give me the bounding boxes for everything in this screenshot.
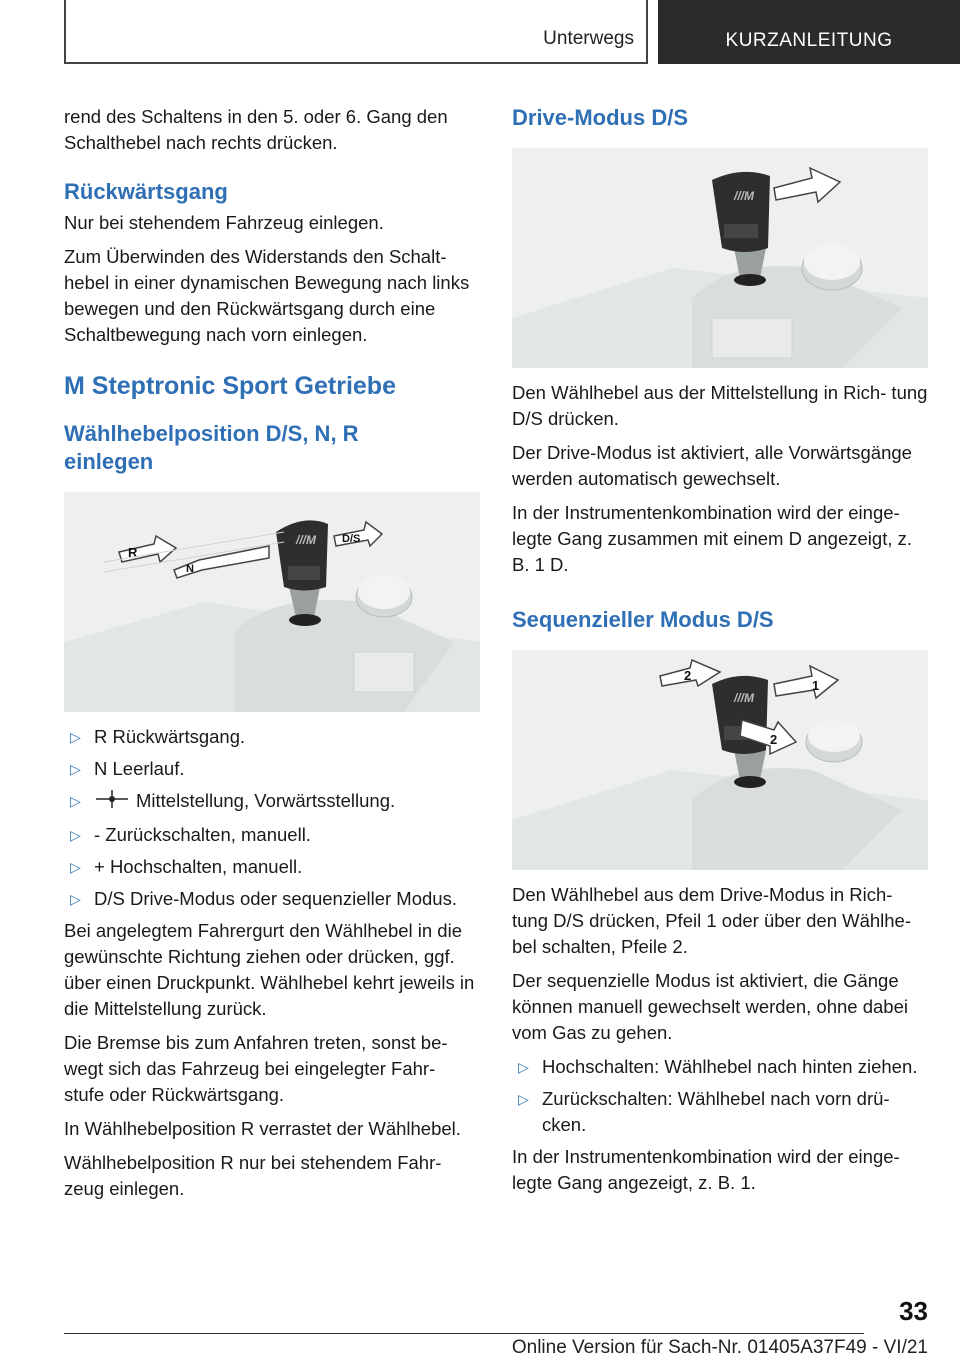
fig1-label-n: N <box>186 563 194 575</box>
paragraph-gear-usage: Bei angelegtem Fahrergurt den Wählhebel in die gewünschte Richtung ziehen oder drücken, ggf. über einen Druckpunkt. Wählhebel kehrt jeweils in die Mittelstellung zurück. <box>64 919 475 1019</box>
triangle-right-icon: ▷ <box>518 1091 529 1107</box>
figure-gear-selector-positions <box>64 492 480 712</box>
triangle-right-icon: ▷ <box>70 890 81 907</box>
fig1-label-r: R <box>128 545 138 560</box>
fig3-label-two-top: 2 <box>684 668 692 683</box>
triangle-right-icon: ▷ <box>70 858 81 875</box>
list-item: ▷ R Rückwärtsgang. <box>64 724 480 750</box>
sequential-paragraph-3: In der Instrumentenkombination wird der einge‑ legte Gang angezeigt, z. B. 1. <box>512 1146 900 1193</box>
triangle-right-icon: ▷ <box>70 729 81 745</box>
sequential-mode-illustration <box>512 650 928 870</box>
triangle-right-icon: ▷ <box>70 761 81 777</box>
list-item: ▷ Zurückschalten: Wählhebel nach vorn drü‑ cken. <box>518 1088 890 1135</box>
header-chapter-title: KURZANLEITUNG <box>725 30 893 51</box>
heading-steptronic: M Steptronic Sport Getriebe <box>64 372 396 400</box>
drive-paragraph-2: Der Drive‑Modus ist aktiviert, alle Vorwärtsgänge werden automatisch gewechselt. <box>512 442 912 489</box>
intro-paragraph: rend des Schaltens in den 5. oder 6. Gang den Schalthebel nach rechts drücken. <box>64 106 448 153</box>
gear-position-list <box>64 724 480 912</box>
left-column <box>64 104 480 1210</box>
svg-text:///M: ///M <box>734 189 754 203</box>
heading-position <box>64 420 480 476</box>
fig3-label-two-bottom: 2 <box>770 732 778 747</box>
svg-text:///M: ///M <box>734 691 754 705</box>
list-item: ▷ + Hochschalten, manuell. <box>64 854 480 880</box>
drive-paragraph-1: Den Wählhebel aus der Mittelstellung in Rich‑ tung D/S drücken. <box>512 382 928 429</box>
fig3-label-one: 1 <box>812 678 820 693</box>
sequential-paragraph-2: Der sequenzielle Modus ist aktiviert, die Gänge können manuell gewechselt werden, ohne dabei vom Gas zu gehen. <box>512 970 908 1043</box>
reverse-paragraph-2: Zum Überwinden des Widerstands den Schalt‑ hebel in einer dynamischen Bewegung nach links bewegen und den Rückwärtsgang durch eine Schaltbewegung nach vorn einlegen. <box>64 246 470 345</box>
gear-selector-illustration <box>64 492 480 712</box>
figure-drive-mode <box>512 148 928 368</box>
paragraph-r-lock: In Wählhebelposition R verrastet der Wählhebel. <box>64 1117 461 1139</box>
list-item: ▷ Hochschalten: Wählhebel nach hinten ziehen. <box>512 1054 928 1080</box>
heading-position-line2: einlegen <box>64 449 154 474</box>
paragraph-r-standstill: Wählhebelposition R nur bei stehendem Fahr‑ zeug einlegen. <box>64 1151 442 1199</box>
sequential-list <box>512 1054 928 1138</box>
drive-paragraph-3: In der Instrumentenkombination wird der einge‑ legte Gang zusammen mit einem D angezeigt, z. B. 1 D. <box>512 502 912 575</box>
sequential-paragraph-1: Den Wählhebel aus dem Drive‑Modus in Rich‑ tung D/S drücken, Pfeil 1 oder über den Wählhe‑ bel schalten, Pfeile 2. <box>512 884 912 957</box>
list-item: ▷ Mittelstellung, Vorwärtsstellung. <box>64 788 480 816</box>
list-item: ▷ N Leerlauf. <box>64 756 480 782</box>
footer-version-text: Online Version für Sach-Nr. 01405A37F49 - VI/21 <box>511 1337 928 1358</box>
triangle-right-icon: ▷ <box>518 1059 529 1075</box>
footer-divider <box>64 1333 864 1334</box>
gear-center-position-icon <box>94 789 130 816</box>
list-item: ▷ D/S Drive‑Modus oder sequenzieller Modus. <box>64 886 480 912</box>
header-section-box <box>64 0 648 64</box>
reverse-paragraph-1: Nur bei stehendem Fahrzeug einlegen. <box>64 212 384 233</box>
triangle-right-icon: ▷ <box>70 793 81 809</box>
page-number: 33 <box>899 1296 928 1326</box>
paragraph-brake: Die Bremse bis zum Anfahren treten, sonst be‑ wegt sich das Fahrzeug bei eingelegter Fahr‑ stufe oder Rückwärtsgang. <box>64 1031 448 1105</box>
svg-text:///M: ///M <box>296 533 316 547</box>
heading-reverse: Rückwärtsgang <box>64 179 228 204</box>
heading-position-line1: Wählhebelposition D/S, N, R <box>64 421 359 446</box>
fig1-label-ds: D/S <box>342 533 361 545</box>
header-chapter-box <box>658 0 960 64</box>
heading-drive-mode: Drive‑Modus D/S <box>512 105 689 130</box>
list-item: ▷ - Zurückschalten, manuell. <box>64 822 480 848</box>
right-column <box>512 104 928 1204</box>
heading-sequential-mode: Sequenzieller Modus D/S <box>512 607 774 632</box>
drive-mode-illustration <box>512 148 928 368</box>
header-section-title: Unterwegs <box>543 28 634 49</box>
triangle-right-icon: ▷ <box>70 826 81 843</box>
figure-sequential-mode <box>512 650 928 870</box>
